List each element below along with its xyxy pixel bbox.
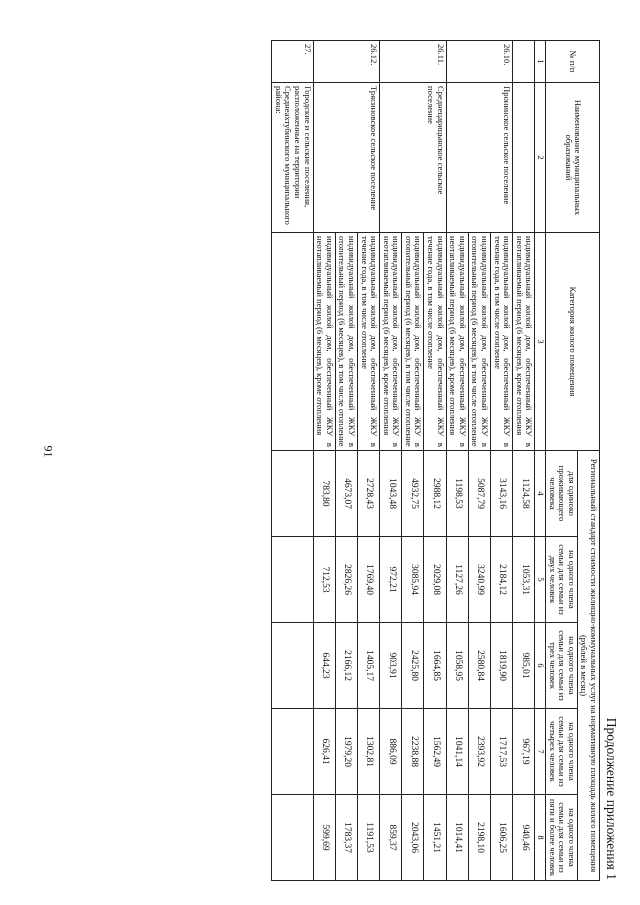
municipality-name: Трясиновское сельское поселение [313,83,380,233]
table-row [491,41,513,881]
column-number: 7 [535,709,546,795]
value-cell: 3143,16 [491,451,513,537]
column-number-row [535,41,546,881]
value-cell: 1405,17 [357,623,379,709]
value-cell [272,709,313,795]
header-standard-group: Региональный стандарт стоимости жилищно-коммунальных услуг на нормативную площадь жилого помещения (рублей в месяц) [577,451,599,881]
header-municipality: Наименование муниципальных образований [546,83,600,233]
value-cell: 2043,06 [402,795,424,881]
value-cell: 2393,92 [468,709,490,795]
value-cell [272,451,313,537]
value-cell: 2425,80 [402,623,424,709]
value-cell: 1606,25 [491,795,513,881]
value-cell: 1717,53 [491,709,513,795]
value-cell: 1562,49 [424,709,446,795]
value-cell: 886,09 [380,709,402,795]
value-cell: 2988,12 [424,451,446,537]
row-num: 26.12. [313,41,380,83]
value-cell: 2184,12 [491,537,513,623]
value-cell: 2166,12 [335,623,357,709]
value-cell: 967,19 [513,709,535,795]
row-num [513,41,535,83]
category-cell: индивидуальный жилой дом, обеспеченный ЖКУ в неотапливаемый период (6 месяцев), кроме отопления [313,233,335,451]
value-cell: 1058,95 [446,623,468,709]
municipality-name: Среднецарицынское сельское поселение [380,83,447,233]
table-row [272,41,313,881]
header-sub-family-5: на одного члена семьи для семьи из пяти и более человек [546,795,578,881]
row-num: 26.11. [380,41,447,83]
value-cell: 1302,81 [357,709,379,795]
value-cell: 4932,75 [402,451,424,537]
category-cell: индивидуальный жилой дом, обеспеченный ЖКУ в неотапливаемый период (6 месяцев), кроме отопления [513,233,535,451]
value-cell: 2826,26 [335,537,357,623]
value-cell: 783,80 [313,451,335,537]
value-cell [272,795,313,881]
value-cell: 1664,85 [424,623,446,709]
value-cell: 2238,88 [402,709,424,795]
row-num: 26.10. [446,41,513,83]
value-cell: 940,46 [513,795,535,881]
value-cell: 903,91 [380,623,402,709]
category-cell: индивидуальный жилой дом, обеспеченный ЖКУ в течение года, в том числе отопление [491,233,513,451]
value-cell: 1053,31 [513,537,535,623]
value-cell: 1198,53 [446,451,468,537]
value-cell: 644,23 [313,623,335,709]
table-row [513,41,535,881]
column-number: 4 [535,451,546,537]
value-cell: 3240,99 [468,537,490,623]
value-cell: 1041,14 [446,709,468,795]
value-cell: 1191,53 [357,795,379,881]
category-cell: индивидуальный жилой дом, обеспеченный ЖКУ в неотапливаемый период (6 месяцев), кроме отопления [446,233,468,451]
value-cell: 1819,90 [491,623,513,709]
municipality-name [513,83,535,233]
value-cell: 4673,07 [335,451,357,537]
value-cell: 626,41 [313,709,335,795]
value-cell: 1979,20 [335,709,357,795]
value-cell [272,537,313,623]
value-cell: 1451,21 [424,795,446,881]
value-cell: 1783,37 [335,795,357,881]
row-num: 27. [272,41,313,83]
municipality-name: Городские и сельские поселения, расположенные на территории Среднеахтубинского муниципального района: [272,83,313,233]
category-cell: индивидуальный жилой дом, обеспеченный ЖКУ в течение года, в том числе отопление [424,233,446,451]
municipality-name: Пронинское сельское поселение [446,83,513,233]
value-cell: 1043,48 [380,451,402,537]
value-cell: 1014,41 [446,795,468,881]
category-cell: индивидуальный жилой дом, обеспеченный ЖКУ в отопительный период (6 месяцев), в том числе отопление [468,233,490,451]
header-sub-family-3: на одного члена семьи для семьи из трех человек [546,623,578,709]
table-row [357,41,379,881]
header-sub-family-4: на одного члена семьи для семьи из четырех человек [546,709,578,795]
value-cell [272,623,313,709]
value-cell: 5087,79 [468,451,490,537]
standard-cost-table [271,40,600,881]
category-cell: индивидуальный жилой дом, обеспеченный ЖКУ в отопительный период (6 месяцев), в том числе отопление [402,233,424,451]
page-number: 91 [41,445,56,458]
value-cell: 985,01 [513,623,535,709]
value-cell: 972,21 [380,537,402,623]
column-number: 8 [535,795,546,881]
category-cell: индивидуальный жилой дом, обеспеченный ЖКУ в отопительный период (6 месяцев), в том числе отопление [335,233,357,451]
column-number: 5 [535,537,546,623]
value-cell: 1127,26 [446,537,468,623]
column-number: 6 [535,623,546,709]
table-row [424,41,446,881]
category-cell: индивидуальный жилой дом, обеспеченный ЖКУ в течение года, в том числе отопление [357,233,379,451]
category-cell [272,233,313,451]
header-category: Категория жилого помещения [546,233,600,451]
value-cell: 2029,08 [424,537,446,623]
value-cell: 3085,94 [402,537,424,623]
document-title: Продолжение приложения 1 [604,717,619,880]
rotated-page-content [60,40,620,880]
value-cell: 1124,58 [513,451,535,537]
column-number: 1 [535,41,546,83]
value-cell: 2580,84 [468,623,490,709]
value-cell: 2198,10 [468,795,490,881]
header-num: № п/п [546,41,600,83]
value-cell: 712,53 [313,537,335,623]
value-cell: 1769,40 [357,537,379,623]
value-cell: 859,37 [380,795,402,881]
category-cell: индивидуальный жилой дом, обеспеченный ЖКУ в неотапливаемый период (6 месяцев), кроме отопления [380,233,402,451]
header-sub-single: для одиноко проживающего человека [546,451,578,537]
column-number: 2 [535,83,546,233]
header-sub-family-2: на одного члена семьи для семьи из двух человек [546,537,578,623]
value-cell: 2728,43 [357,451,379,537]
value-cell: 599,69 [313,795,335,881]
column-number: 3 [535,233,546,451]
